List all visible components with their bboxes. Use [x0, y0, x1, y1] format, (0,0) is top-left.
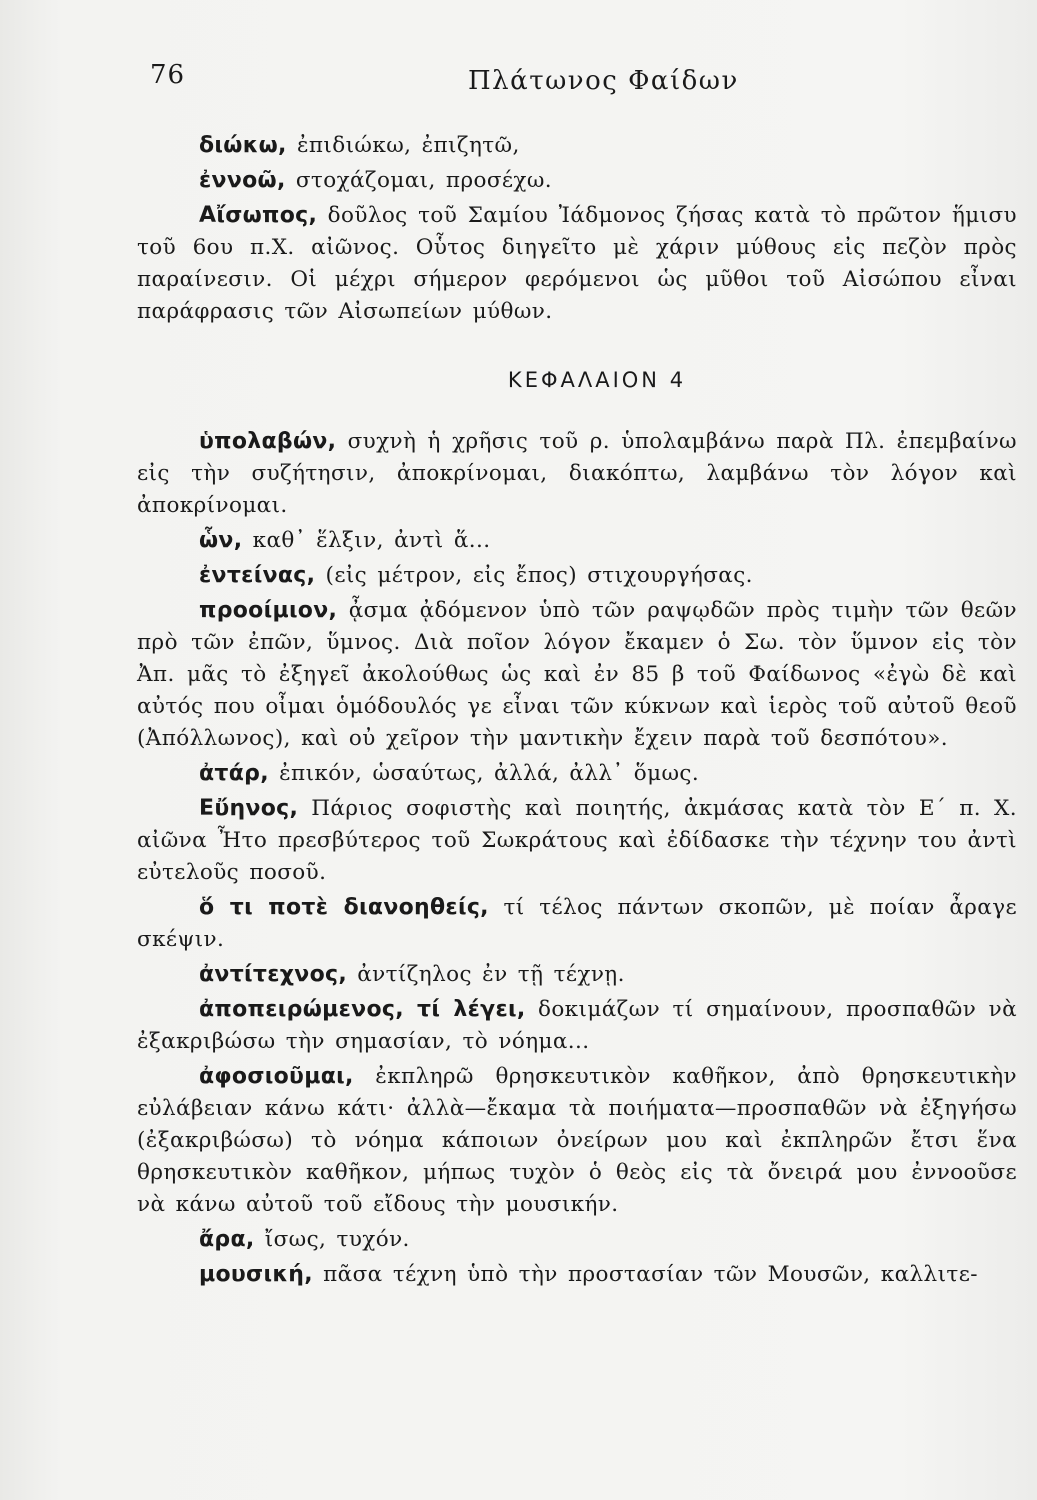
chapter-heading: ΚΕΦΑΛΑΙΟΝ 4: [507, 368, 687, 392]
glossary-entry: [137, 130, 1017, 162]
glossary-entry: [137, 165, 1017, 197]
glossary-entry: [137, 994, 1017, 1058]
entry-definition: στοχάζομαι, προσέχω.: [285, 168, 553, 193]
glossary-entry: [137, 1224, 1017, 1256]
entry-definition: συχνὴ ἡ χρῆσις τοῦ ρ. ὑπολαμβάνω παρὰ Πλ. ἐπεμβαίνω εἰς τὴν συζήτησιν, ἀποκρίνομαι, διακόπτω, λαμβάνω τὸν λόγον καὶ ἀποκρίνομαι.: [137, 429, 1017, 518]
entry-lemma: διώκω,: [199, 133, 287, 158]
entry-lemma: ἄρα,: [199, 1227, 255, 1252]
glossary-entry: [137, 560, 1017, 592]
page-number: 76: [150, 60, 186, 90]
entry-definition: ἀντίζηλος ἐν τῇ τέχνῃ.: [347, 962, 625, 987]
entry-definition: ἐκπληρῶ θρησκευτικὸν καθῆκον, ἀπὸ θρησκευτικὴν εὐλάβειαν κάνω κάτι· ἀλλὰ—ἔκαμα τὰ ποιήματα—προσπαθῶν νὰ ἐξηγήσω (ἐξακριβώσω) τὸ νόημα κάποιων ὀνείρων μου καὶ ἐκπληρῶν ἔτσι ἕνα θρησκευτικὸν καθῆκον, μήπως τυχὸν ὁ θεὸς εἰς τὰ ὄνειρά μου ἐννοοῦσε νὰ κάνω αὐτοῦ τοῦ εἴδους τὴν μουσικήν.: [137, 1064, 1017, 1217]
entry-lemma: ὑπολαβών,: [199, 429, 337, 454]
glossary-entry: [137, 959, 1017, 991]
glossary-entry: [137, 426, 1017, 522]
entry-lemma: ἐννοῶ,: [199, 168, 286, 193]
entry-definition: δοῦλος τοῦ Σαμίου Ἰάδμονος ζήσας κατὰ τὸ πρῶτον ἥμισυ τοῦ 6ου π.Χ. αἰῶνος. Οὗτος διηγεῖτο μὲ χάριν μύθους εἰς πεζὸν πρὸς παραίνεσιν. Οἱ μέχρι σήμερον φερόμενοι ὡς μῦθοι τοῦ Αἰσώπου εἶναι παράφρασις τῶν Αἰσωπείων μύθων.: [137, 203, 1017, 324]
entry-lemma: ἐντείνας,: [199, 563, 316, 588]
entry-lemma: ὅ τι ποτὲ διανοηθείς,: [199, 895, 489, 920]
entry-definition: (εἰς μέτρον, εἰς ἔπος) στιχουργήσας.: [315, 563, 753, 588]
running-head: [150, 60, 1030, 100]
page-text: [137, 130, 1017, 1294]
entry-definition: ἴσως, τυχόν.: [254, 1227, 410, 1252]
glossary-entry: [137, 1061, 1017, 1221]
entries-before-chapter: [137, 130, 1017, 328]
entry-lemma: ὧν,: [199, 528, 243, 553]
entry-definition: ᾆσμα ᾀδόμενον ὑπὸ τῶν ραψῳδῶν πρὸς τιμὴν τῶν θεῶν πρὸ τῶν ἐπῶν, ὕμνος. Διὰ ποῖον λόγον ἔκαμεν ὁ Σω. τὸν ὕμνον εἰς τὸν Ἀπ. μᾶς τὸ ἐξηγεῖ ἀκολούθως ὡς καὶ ἐν 85 β τοῦ Φαίδωνος «ἐγὼ δὲ καὶ αὐτός που οἶμαι ὁμόδουλός γε εἶναι τῶν κύκνων καὶ ἱερὸς τοῦ αὐτοῦ θεοῦ (Ἀπόλλωνος), καὶ οὐ χεῖρον τὴν μαντικὴν ἔχειν παρὰ τοῦ δεσπότου».: [137, 598, 1017, 751]
glossary-entry: [137, 1259, 1017, 1291]
entry-lemma: ἀτάρ,: [199, 761, 269, 786]
entry-definition: ἐπικόν, ὡσαύτως, ἀλλά, ἀλλ᾽ ὅμως.: [268, 761, 700, 786]
entry-lemma: μουσική,: [199, 1262, 313, 1287]
entry-lemma: προοίμιον,: [199, 598, 338, 623]
entry-lemma: Αἴσωπος,: [199, 203, 318, 228]
entry-lemma: Εὔηνος,: [199, 796, 299, 821]
entry-definition: πᾶσα τέχνη ὑπὸ τὴν προστασίαν τῶν Μουσῶν, καλλιτε-: [312, 1262, 978, 1287]
entry-definition: ἐπιδιώκω, ἐπιζητῶ,: [286, 133, 520, 158]
entry-definition: τί τέλος πάντων σκοπῶν, μὲ ποίαν ἆραγε σκέψιν.: [137, 895, 1017, 952]
entry-lemma: ἀντίτεχνος,: [199, 962, 347, 987]
glossary-entry: [137, 758, 1017, 790]
glossary-entry: [137, 200, 1017, 328]
entry-definition: καθ᾽ ἕλξιν, ἀντὶ ἅ...: [242, 528, 491, 553]
running-title: Πλάτωνος Φαίδων: [468, 66, 739, 96]
entry-definition: Πάριος σοφιστὴς καὶ ποιητής, ἀκμάσας κατὰ τὸν Ε΄ π. Χ. αἰῶνα Ἦτο πρεσβύτερος τοῦ Σωκράτους καὶ ἐδίδασκε τὴν τέχνην του ἀντὶ εὐτελοῦς ποσοῦ.: [137, 796, 1017, 885]
entry-lemma: ἀφοσιοῦμαι,: [199, 1064, 354, 1089]
entry-definition: δοκιμάζων τί σημαίνουν, προσπαθῶν νὰ ἐξακριβώσω τὴν σημασίαν, τὸ νόημα...: [137, 997, 1017, 1054]
entry-lemma: ἀποπειρώμενος, τί λέγει,: [199, 997, 526, 1022]
glossary-entry: [137, 793, 1017, 889]
glossary-entry: [137, 595, 1017, 755]
glossary-entry: [137, 892, 1017, 956]
entries-after-chapter: [137, 426, 1017, 1291]
glossary-entry: [137, 525, 1017, 557]
